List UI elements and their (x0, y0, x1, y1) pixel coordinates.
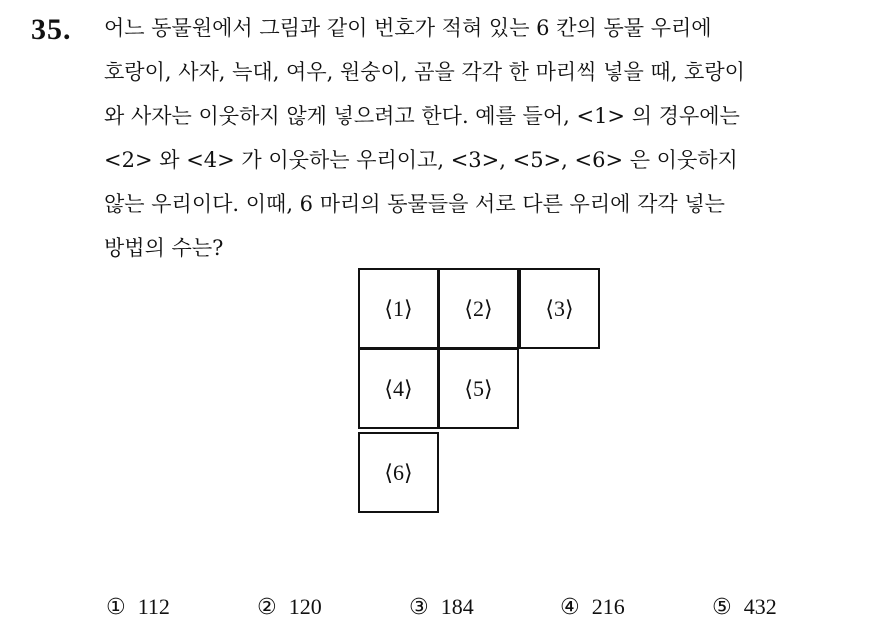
choice-2-mark: ② (257, 595, 277, 620)
choice-2-value: 120 (288, 594, 322, 619)
cage-cell-6: ⟨6⟩ (358, 432, 439, 513)
choice-4-value: 216 (591, 594, 625, 619)
choice-1[interactable] (106, 594, 170, 620)
cage-cell-4: ⟨4⟩ (358, 348, 439, 429)
cage-cell-3: ⟨3⟩ (519, 268, 600, 349)
question-line: 방법의 수는? (104, 236, 224, 260)
choice-4[interactable] (560, 594, 625, 620)
cage-cell-1: ⟨1⟩ (358, 268, 439, 349)
question-line: 호랑이, 사자, 늑대, 여우, 원숭이, 곰을 각각 한 마리씩 넣을 때, 호랑이 (104, 60, 745, 84)
choice-5[interactable] (712, 594, 777, 620)
choice-3[interactable] (409, 594, 474, 620)
choice-2[interactable] (257, 594, 322, 620)
choice-5-value: 432 (743, 594, 777, 619)
question-line: 어느 동물원에서 그림과 같이 번호가 적혀 있는 6 칸의 동물 우리에 (104, 16, 712, 40)
choice-1-value: 112 (137, 594, 170, 619)
question-line: 않는 우리이다. 이때, 6 마리의 동물들을 서로 다른 우리에 각각 넣는 (104, 192, 725, 216)
question-line: 와 사자는 이웃하지 않게 넣으려고 한다. 예를 들어, <1> 의 경우에는 (104, 104, 740, 128)
choice-3-mark: ③ (409, 595, 429, 620)
question-line: <2> 와 <4> 가 이웃하는 우리이고, <3>, <5>, <6> 은 이웃하지 (104, 148, 738, 172)
choice-5-mark: ⑤ (712, 595, 732, 620)
choice-3-value: 184 (440, 594, 474, 619)
cage-cell-2: ⟨2⟩ (438, 268, 519, 349)
cage-grid-figure (358, 268, 606, 518)
choice-4-mark: ④ (560, 595, 580, 620)
choice-1-mark: ① (106, 595, 126, 620)
question-number: 35. (31, 13, 72, 46)
cage-cell-5: ⟨5⟩ (438, 348, 519, 429)
question-text (104, 6, 874, 270)
answer-choices (106, 594, 866, 626)
